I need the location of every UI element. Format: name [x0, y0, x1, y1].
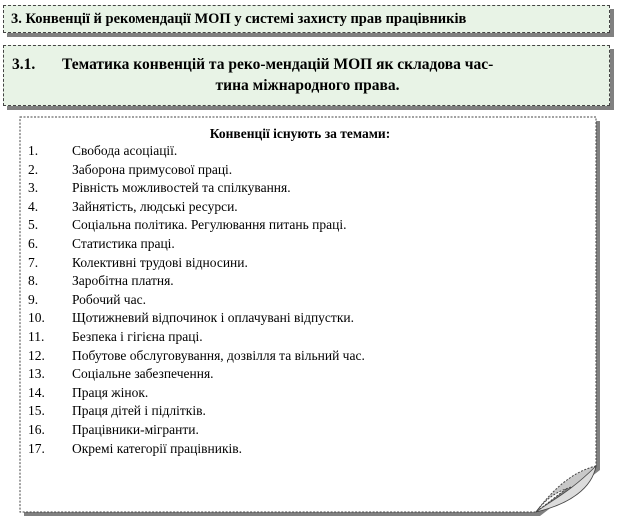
section-title-part2: тина міжнародного права. [215, 77, 400, 94]
list-item-number: 14. [28, 384, 45, 400]
list-item-number: 16. [28, 421, 45, 437]
list-item [20, 421, 580, 440]
topics-list [20, 142, 580, 458]
list-item-number: 9. [28, 291, 39, 307]
note-content [20, 125, 580, 458]
list-item [20, 291, 580, 310]
list-item-text: Працівники-мігранти. [72, 421, 199, 437]
section-title-part1: Тематика конвенцій та реко-мендацій МОП як складова час- [62, 56, 494, 73]
section-number: 3.1. [12, 56, 36, 73]
list-item [20, 347, 580, 366]
list-item [20, 440, 580, 459]
list-item-text: Соціальне забезпечення. [72, 366, 214, 382]
list-item-text: Окремі категорії працівників. [72, 440, 243, 456]
list-item [20, 402, 580, 421]
list-item-number: 1. [28, 143, 39, 158]
list-item-text: Побутове обслуговування, дозвілля та вільний час. [72, 347, 365, 363]
list-item-number: 17. [28, 440, 45, 456]
list-item-number: 10. [28, 310, 45, 326]
list-item-text: Щотижневий відпочинок і оплачувані відпустки. [72, 310, 354, 326]
list-item-text: Рівність можливостей та спілкування. [72, 180, 291, 196]
list-item-number: 3. [28, 180, 39, 196]
list-item [20, 161, 580, 180]
list-item [20, 384, 580, 403]
list-item-text: Соціальна політика. Регулювання питань праці. [72, 217, 347, 233]
list-item-number: 2. [28, 161, 39, 177]
list-item [20, 216, 580, 235]
list-item [20, 272, 580, 291]
list-item-text: Статистика праці. [72, 235, 175, 251]
list-item-number: 4. [28, 198, 39, 214]
list-item-text: Зайнятість, людські ресурси. [72, 198, 238, 214]
list-item [20, 198, 580, 217]
list-item-text: Безпека і гігієна праці. [72, 328, 203, 344]
list-item [20, 235, 580, 254]
list-item-number: 8. [28, 273, 39, 289]
list-item-number: 11. [28, 328, 45, 344]
list-item [20, 179, 580, 198]
list-item [20, 254, 580, 273]
list-item-number: 5. [28, 217, 39, 233]
list-item-number: 13. [28, 366, 45, 382]
list-item-text: Робочий час. [72, 291, 146, 307]
list-item-number: 6. [28, 235, 39, 251]
list-item-number: 12. [28, 347, 45, 363]
list-item [20, 309, 580, 328]
list-item-number: 15. [28, 403, 45, 419]
list-item [20, 365, 580, 384]
list-item-text: Заборона примусової праці. [72, 161, 233, 177]
list-item-text: Праця дітей і підлітків. [72, 403, 206, 419]
list-item-text: Праця жінок. [72, 384, 149, 400]
list-item-text: Заробітна платня. [72, 273, 174, 289]
list-item [20, 142, 580, 161]
note-title: Конвенції існують за темами: [209, 126, 391, 141]
list-item-text: Свобода асоціації. [72, 143, 178, 158]
page-title: 3. Конвенції й рекомендації МОП у системі захисту прав працівників [3, 5, 610, 33]
list-item-text: Колективні трудові відносини. [72, 254, 248, 270]
list-item [20, 328, 580, 347]
list-item-number: 7. [28, 254, 39, 270]
